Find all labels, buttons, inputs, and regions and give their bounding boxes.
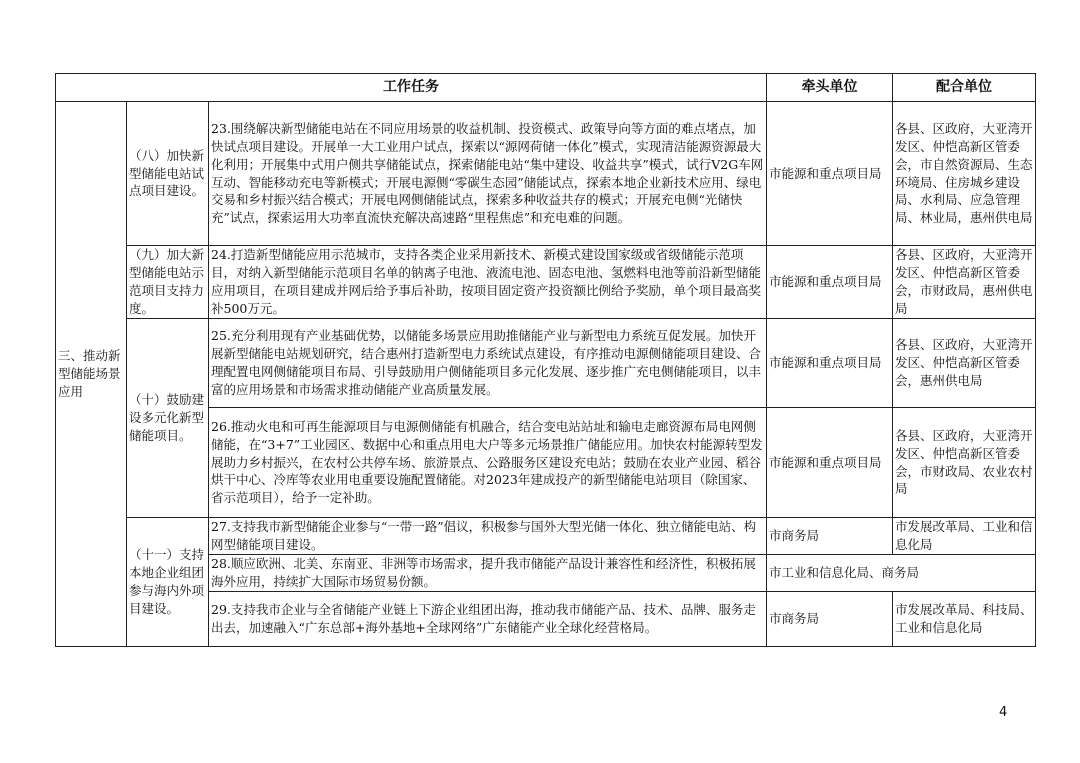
table-row: [56, 102, 1036, 246]
subcategory-cell: （八）加快新型储能电站试点项目建设。: [127, 102, 209, 246]
lead-cell: 市能源和重点项目局: [767, 246, 893, 319]
page-number: 4: [999, 705, 1008, 720]
coop-cell: 市发展改革局、科技局、工业和信息化局: [893, 592, 1036, 647]
coop-cell: 各县、区政府，大亚湾开发区、仲恺高新区管委会，惠州供电局: [893, 319, 1036, 408]
lead-cell: 市能源和重点项目局: [767, 102, 893, 246]
task-cell: 28.顺应欧洲、北美、东南亚、非洲等市场需求，提升我市储能产品设计兼容性和经济性，积极拓展海外应用，持续扩大国际市场贸易份额。: [209, 555, 767, 592]
header-lead: 牵头单位: [767, 74, 893, 102]
coop-cell: 市发展改革局、工业和信息化局: [893, 518, 1036, 555]
lead-cell: 市能源和重点项目局: [767, 408, 893, 518]
task-cell: 27.支持我市新型储能企业参与“一带一路”倡议，积极参与国外大型光储一体化、独立储能电站、构网型储能项目建设。: [209, 518, 767, 555]
task-cell: 25.充分利用现有产业基础优势，以储能多场景应用助推储能产业与新型电力系统互促发展。加快开展新型储能电站规划研究，结合惠州打造新型电力系统试点建设，有序推动电源侧储能项目建设、合理配置电网侧储能项目布局、引导鼓励用户侧储能项目多元化发展、逐步推广充电侧储能项目，以丰富的应用场景和市场需求推动储能产业高质量发展。: [209, 319, 767, 408]
header-coop: 配合单位: [893, 74, 1036, 102]
header-task: 工作任务: [56, 74, 767, 102]
task-cell: 23.围绕解决新型储能电站在不同应用场景的收益机制、投资模式、政策导向等方面的难点堵点，加快试点项目建设。开展单一大工业用户试点，探索以“源网荷储一体化”模式，实现清洁能源资源最大化利用；开展集中式用户侧共享储能试点，探索储能电站“集中建设、收益共享”模式，试行V2G车网互动、智能移动充电等新模式；开展电源侧“零碳生态园”储能试点，探索本地企业新技术应用、绿电交易和乡村振兴结合模式；开展电网侧储能试点，探索多种收益共存的模式；开展充电侧“光储快充”试点，探索运用大功率直流快充解决高速路“里程焦虑”和充电难的问题。: [209, 102, 767, 246]
subcategory-cell: （十）鼓励建设多元化新型储能项目。: [127, 319, 209, 518]
coop-cell: 各县、区政府，大亚湾开发区、仲恺高新区管委会，市自然资源局、生态环境局、住房城乡建设局、水利局、应急管理局、林业局，惠州供电局: [893, 102, 1036, 246]
lead-cell: 市商务局: [767, 592, 893, 647]
task-cell: 24.打造新型储能应用示范城市，支持各类企业采用新技术、新模式建设国家级或省级储能示范项目，对纳入新型储能示范项目名单的钠离子电池、液流电池、固态电池、氢燃料电池等前沿新型储能应用项目，在项目建成并网后给予事后补助，按项目固定资产投资额比例给予奖励，单个项目最高奖补500万元。: [209, 246, 767, 319]
task-cell: 26.推动火电和可再生能源项目与电源侧储能有机融合，结合变电站站址和输电走廊资源布局电网侧储能，在“3+7”工业园区、数据中心和重点用电大户等多元场景推广储能应用。加快农村能源转型发展助力乡村振兴，在农村公共停车场、旅游景点、公路服务区建设充电站；鼓励在农业产业园、稻谷烘干中心、冷库等农业用电重要设施配置储能。对2023年建成投产的新型储能电站项目（除国家、省示范项目），给予一定补助。: [209, 408, 767, 518]
lead-cell: 市工业和信息化局、商务局: [767, 555, 1036, 592]
table-row: [56, 319, 1036, 408]
table-row: [56, 518, 1036, 555]
table-header-row: [56, 74, 1036, 102]
table-row: [56, 246, 1036, 319]
coop-cell: 各县、区政府，大亚湾开发区、仲恺高新区管委会，市财政局，惠州供电局: [893, 246, 1036, 319]
task-table: [55, 73, 1036, 647]
task-cell: 29.支持我市企业与全省储能产业链上下游企业组团出海，推动我市储能产品、技术、品牌、服务走出去，加速融入“广东总部+海外基地+全球网络”广东储能产业全球化经营格局。: [209, 592, 767, 647]
subcategory-cell: （九）加大新型储能电站示范项目支持力度。: [127, 246, 209, 319]
coop-cell: 各县、区政府，大亚湾开发区、仲恺高新区管委会，市财政局、农业农村局: [893, 408, 1036, 518]
category-cell: 三、推动新型储能场景应用: [56, 102, 127, 647]
lead-cell: 市商务局: [767, 518, 893, 555]
subcategory-cell: （十一）支持本地企业组团参与海内外项目建设。: [127, 518, 209, 647]
lead-cell: 市能源和重点项目局: [767, 319, 893, 408]
